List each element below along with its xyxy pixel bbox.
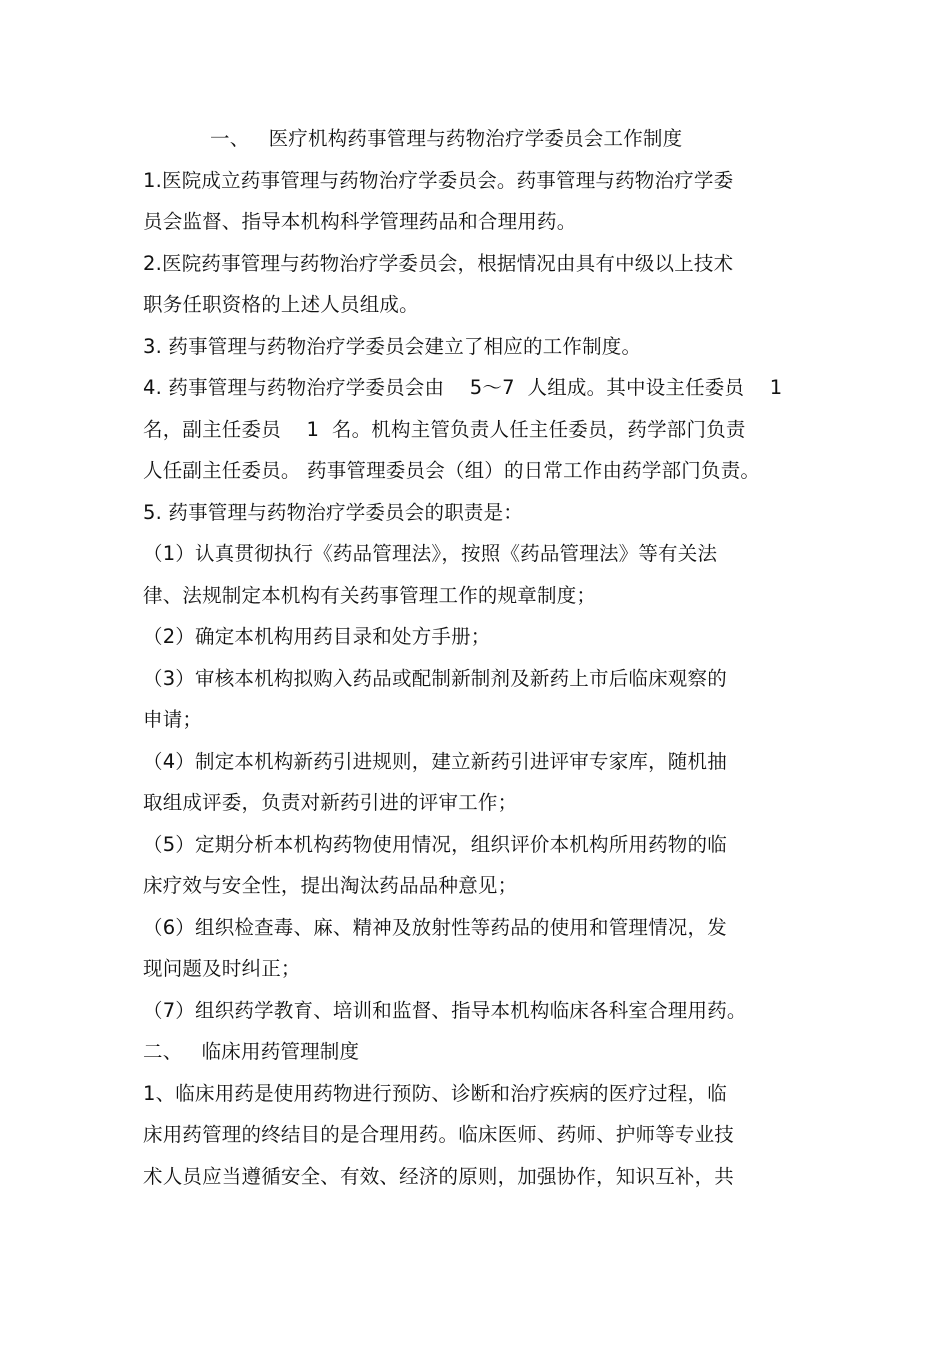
text-line: 员会监督、指导本机构科学管理药品和合理用药。 xyxy=(143,210,577,233)
text-line: 现问题及时纠正； xyxy=(143,957,301,980)
text-line: 术人员应当遵循安全、有效、经济的原则，加强协作，知识互补，共 xyxy=(143,1165,735,1188)
text-line: 床用药管理的终结目的是合理用药。临床医师、药师、护师等专业技 xyxy=(143,1123,735,1146)
text-line: （4）制定本机构新药引进规则，建立新药引进评审专家库，随机抽 xyxy=(143,750,727,773)
text-line: （5）定期分析本机构药物使用情况，组织评价本机构所用药物的临 xyxy=(143,833,727,856)
text-line: 1.医院成立药事管理与药物治疗学委员会。药事管理与药物治疗学委 xyxy=(143,169,734,192)
text-line: 4. 药事管理与药物治疗学委员会由 5～7 人组成。其中设主任委员 1 xyxy=(143,376,783,399)
text-line: （3）审核本机构拟购入药品或配制新制剂及新药上市后临床观察的 xyxy=(143,667,727,690)
text-line: 职务任职资格的上述人员组成。 xyxy=(143,293,419,316)
section-heading: 一、 医疗机构药事管理与药物治疗学委员会工作制度 xyxy=(210,127,683,150)
text-line: 1、临床用药是使用药物进行预防、诊断和治疗疾病的医疗过程，临 xyxy=(143,1082,727,1105)
text-line: （2）确定本机构用药目录和处方手册； xyxy=(143,625,491,648)
text-line: （6）组织检查毒、麻、精神及放射性等药品的使用和管理情况，发 xyxy=(143,916,727,939)
text-line: 2.医院药事管理与药物治疗学委员会，根据情况由具有中级以上技术 xyxy=(143,252,734,275)
text-line: 人任副主任委员。 药事管理委员会（组）的日常工作由药学部门负责。 xyxy=(143,459,761,482)
text-line: 申请； xyxy=(143,708,203,731)
text-line: 取组成评委，负责对新药引进的评审工作； xyxy=(143,791,518,814)
text-line: 床疗效与安全性，提出淘汰药品品种意见； xyxy=(143,874,518,897)
text-line: 5. 药事管理与药物治疗学委员会的职责是： xyxy=(143,501,524,524)
text-line: 名，副主任委员 1 名。机构主管负责人任主任委员，药学部门负责 xyxy=(143,418,746,441)
text-line: （7）组织药学教育、培训和监督、指导本机构临床各科室合理用药。 xyxy=(143,999,747,1022)
text-line: 律、法规制定本机构有关药事管理工作的规章制度； xyxy=(143,584,597,607)
text-line: （1）认真贯彻执行《药品管理法》，按照《药品管理法》等有关法 xyxy=(143,542,718,565)
text-line: 3. 药事管理与药物治疗学委员会建立了相应的工作制度。 xyxy=(143,335,642,358)
section-heading: 二、 临床用药管理制度 xyxy=(143,1040,360,1063)
